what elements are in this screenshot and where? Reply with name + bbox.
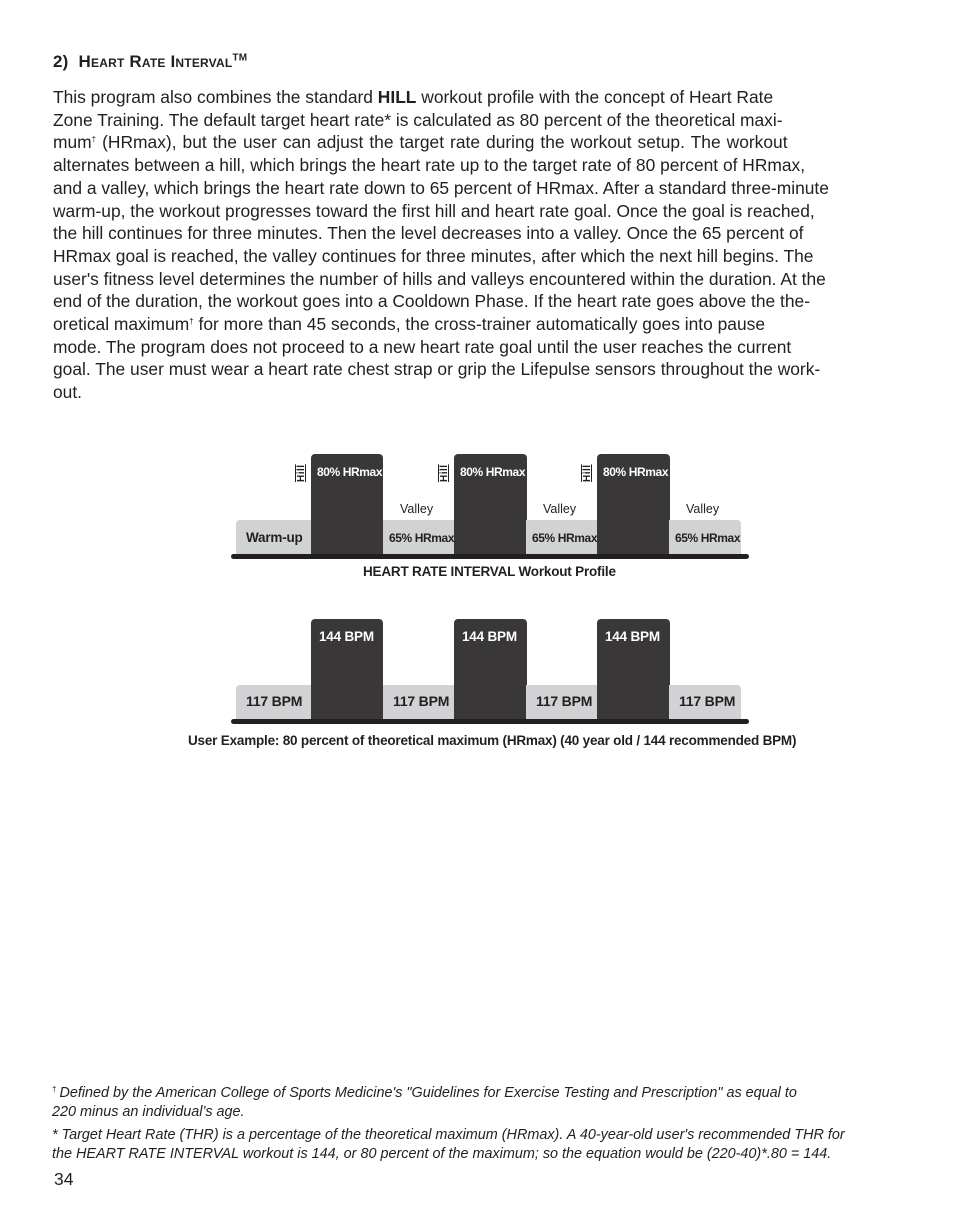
hill-bar (311, 454, 383, 556)
warmup-bar (236, 520, 312, 556)
bpm-hill-label: 144 BPM (462, 629, 517, 644)
paragraph-line: mum† (HRmax), but the user can adjust the target rate during the workout setup. The workout (53, 132, 788, 153)
section-number: 2) (53, 52, 69, 71)
bpm-hill-label: 144 BPM (605, 629, 660, 644)
paragraph-line: the hill continues for three minutes. Then the level decreases into a valley. Once the 65 percent of (53, 223, 804, 244)
paragraph-line: alternates between a hill, which brings the heart rate up to the target rate of 80 percent of HRmax, (53, 155, 806, 176)
hill-tag: Hill (439, 464, 450, 482)
section-title: Heart Rate Interval (78, 52, 233, 71)
hill-tag: Hill (296, 464, 307, 482)
footnote-dagger: † Defined by the American College of Sports Medicine's "Guidelines for Exercise Testing and Prescription" as equal to 220 minus an individual’s age. (52, 1085, 797, 1120)
bpm-low-bar (526, 685, 598, 721)
paragraph-line: and a valley, which brings the heart rate down to 65 percent of HRmax. After a standard three-minute (53, 177, 829, 198)
bpm-hill-bar (597, 619, 670, 721)
hill-bar (454, 454, 527, 556)
profile-chart-caption: HEART RATE INTERVAL Workout Profile (363, 564, 616, 579)
paragraph-line: oretical maximum† for more than 45 seconds, the cross-trainer automatically goes into pause (53, 314, 766, 335)
valley-bar-label: 65% HRmax (675, 531, 741, 545)
bpm-low-label: 117 BPM (393, 693, 450, 709)
hill-emphasis: HILL (377, 87, 417, 107)
valley-bar (526, 520, 598, 556)
bpm-low-label: 117 BPM (679, 693, 736, 709)
example-chart-caption: User Example: 80 percent of theoretical maximum (HRmax) (40 year old / 144 recommended BPM) (188, 733, 797, 748)
section-heading (53, 52, 247, 72)
hill-bar-label: 80% HRmax (460, 465, 526, 479)
paragraph-line: user's fitness level determines the number of hills and valleys encountered within the duration. At the (53, 268, 826, 289)
paragraph-line: warm-up, the workout progresses toward the first hill and heart rate goal. Once the goal is reached, (53, 200, 815, 221)
valley-bar-label: 65% HRmax (532, 531, 598, 545)
hill-tag: Hill (582, 464, 593, 482)
bpm-low-bar (236, 685, 312, 721)
paragraph-line: end of the duration, the workout goes into a Cooldown Phase. If the heart rate goes above the the- (53, 291, 810, 312)
bpm-hill-bar (311, 619, 383, 721)
paragraph-line: goal. The user must wear a heart rate chest strap or grip the Lifepulse sensors throughout the work- (53, 359, 821, 380)
paragraph-line: This program also combines the standard HILL workout profile with the concept of Heart Rate (53, 87, 774, 107)
paragraph-line: mode. The program does not proceed to a new heart rate goal until the user reaches the current (53, 336, 792, 357)
bpm-hill-label: 144 BPM (319, 629, 374, 644)
intro-paragraph (53, 86, 869, 404)
chart-baseline (231, 719, 749, 724)
dagger-mark: † (52, 1085, 57, 1094)
bpm-low-label: 117 BPM (536, 693, 593, 709)
bpm-hill-bar (454, 619, 527, 721)
paragraph-line: HRmax goal is reached, the valley continues for three minutes, after which the next hill begins. The (53, 245, 814, 266)
bpm-low-bar (383, 685, 455, 721)
valley-bar (669, 520, 741, 556)
valley-word: Valley (543, 502, 577, 516)
hill-bar-label: 80% HRmax (603, 465, 669, 479)
chart-baseline (231, 554, 749, 559)
dagger-mark: † (91, 135, 97, 145)
bpm-low-bar (669, 685, 741, 721)
valley-word: Valley (686, 502, 720, 516)
paragraph-line: out. (53, 382, 83, 403)
trademark-mark: TM (232, 52, 248, 64)
valley-word: Valley (400, 502, 434, 516)
bpm-low-label: 117 BPM (246, 693, 303, 709)
hill-bar (597, 454, 670, 556)
valley-bar-label: 65% HRmax (389, 531, 455, 545)
hill-bar-label: 80% HRmax (317, 465, 383, 479)
valley-bar (383, 520, 455, 556)
page-number: 34 (54, 1169, 74, 1189)
footnote-asterisk: * Target Heart Rate (THR) is a percentage of the theoretical maximum (HRmax). A 40-year-old user's recommended THR for the HEART RATE INTERVAL workout is 144, or 80 percent of the maximum; so the equation would be (220-40)*.80 = 144. (52, 1127, 845, 1162)
warmup-label: Warm-up (246, 530, 303, 545)
dagger-mark: † (189, 317, 194, 327)
paragraph-line: Zone Training. The default target heart rate* is calculated as 80 percent of the theoretical maxi- (53, 109, 783, 130)
